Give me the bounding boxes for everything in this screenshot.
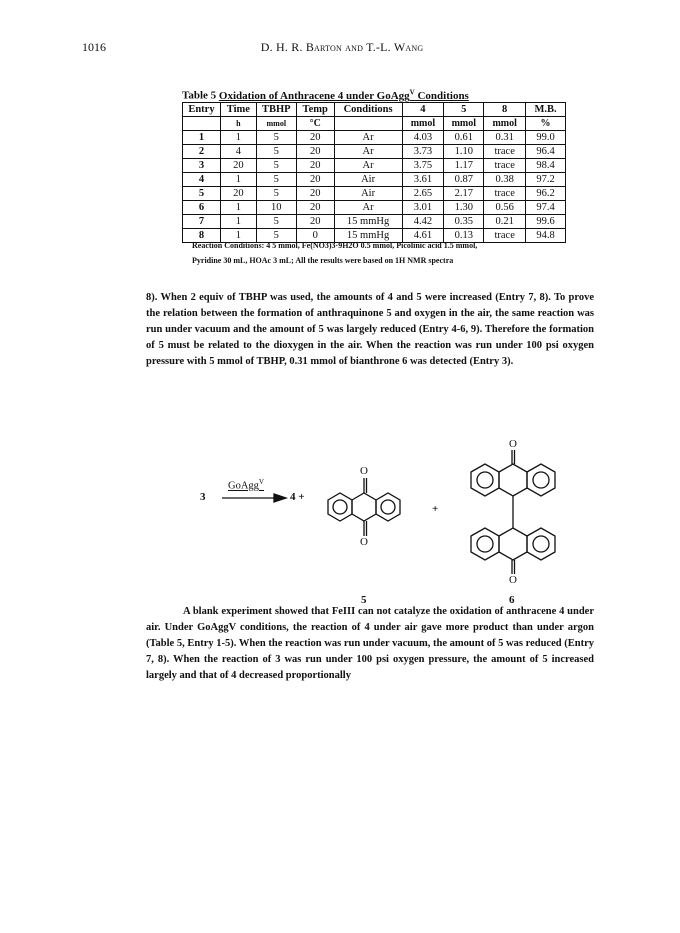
product-4-label: 4 + (290, 491, 305, 503)
table-row (183, 159, 566, 173)
table-cell: trace (484, 229, 526, 243)
table-cell: 5 (183, 187, 221, 201)
compound-6-label: 6 (509, 594, 515, 606)
table-cell: 94.8 (526, 229, 566, 243)
paragraph-2: A blank experiment showed that FeIII can not catalyze the oxidation of anthracene 4 under air. Under GoAggV conditions, the reaction of 4 under air gave more product than under argon (Table 5, Entry 1-5). When the reaction was run under vacuum, the amount of 5 was reduced (Entry 7, 8). When the reaction of 3 was run under 100 psi oxygen pressure, the amount of 5 increased largely and that of 4 decreased proportionally (146, 606, 594, 681)
column-header: 5 (444, 103, 484, 117)
table-cell: 4 (183, 173, 221, 187)
table-cell: 0.38 (484, 173, 526, 187)
bianthrone-structure (471, 450, 555, 574)
plus-sign: + (432, 503, 439, 515)
table-cell: 8 (183, 229, 221, 243)
table-cell: 5 (256, 159, 296, 173)
table-cell: 20 (296, 173, 334, 187)
table-row (183, 187, 566, 201)
table-cell: 2.17 (444, 187, 484, 201)
column-header: 4 (402, 103, 444, 117)
table-cell: 0.13 (444, 229, 484, 243)
table-cell: 0.56 (484, 201, 526, 215)
table-cell: trace (484, 187, 526, 201)
column-header: TBHP (256, 103, 296, 117)
table-cell: 1.10 (444, 145, 484, 159)
column-header: Time (220, 103, 256, 117)
table-cell: 1 (220, 215, 256, 229)
reagent-label: GoAgg$^V$ (228, 478, 264, 492)
unit-cell: mmol (484, 117, 526, 131)
table-cell: 15 mmHg (334, 229, 402, 243)
table-cell: 1.17 (444, 159, 484, 173)
column-header: Entry (183, 103, 221, 117)
running-title: D. H. R. Barton and T.-L. Wang (260, 40, 424, 54)
table-header-row (183, 103, 566, 117)
table-cell: 97.4 (526, 201, 566, 215)
table-cell: 3.01 (402, 201, 444, 215)
table-cell: 5 (256, 215, 296, 229)
table-row (183, 173, 566, 187)
unit-cell (334, 117, 402, 131)
table-title-text: Oxidation of Anthracene 4 under GoAgg (218, 89, 410, 102)
anthraquinone-structure (328, 478, 400, 536)
unit-cell: mmol (402, 117, 444, 131)
table-label: Table 5 (182, 89, 217, 102)
table-cell: 20 (296, 201, 334, 215)
table-cell: Ar (334, 131, 402, 145)
table-cell: 5 (256, 145, 296, 159)
table-footnote-2: Pyridine 30 mL, HOAc 3 mL; All the results were based on 1H NMR spectra (192, 256, 454, 265)
table-cell: 0.35 (444, 215, 484, 229)
oxygen-label: O (360, 536, 368, 548)
table-row (183, 215, 566, 229)
unit-cell: mmol (444, 117, 484, 131)
table-cell: 0.21 (484, 215, 526, 229)
table-cell: 1 (183, 131, 221, 145)
table-cell: 1.30 (444, 201, 484, 215)
unit-cell (183, 117, 221, 131)
table-cell: 4.61 (402, 229, 444, 243)
unit-cell: % (526, 117, 566, 131)
table-cell: 3 (183, 159, 221, 173)
unit-cell: °C (296, 117, 334, 131)
table-cell: 20 (220, 159, 256, 173)
table-cell: 20 (296, 131, 334, 145)
table-cell: 3.61 (402, 173, 444, 187)
page-number: 1016 (82, 40, 106, 54)
unit-cell: mmol (256, 117, 296, 131)
table-cell: 96.4 (526, 145, 566, 159)
table-footnote-1: Reaction Conditions: 4 5 mmol, Fe(NO3)3·9H2O 0.5 mmol, Picolinic acid 1.5 mmol, (192, 241, 478, 250)
table-cell: 20 (296, 159, 334, 173)
table-cell: 5 (256, 173, 296, 187)
table-cell: Ar (334, 201, 402, 215)
table-cell: Ar (334, 159, 402, 173)
table-cell: 6 (183, 201, 221, 215)
table-cell: 1 (220, 173, 256, 187)
table-title (182, 88, 469, 102)
table-cell: 5 (256, 187, 296, 201)
table-title-sup: V (409, 88, 415, 96)
table-units-row (183, 117, 566, 131)
table-cell: 2 (183, 145, 221, 159)
table-cell: 2.65 (402, 187, 444, 201)
table-row (183, 201, 566, 215)
table-cell: 0.61 (444, 131, 484, 145)
arrow-head (274, 494, 286, 502)
table-cell: 10 (256, 201, 296, 215)
table-cell: 4.03 (402, 131, 444, 145)
table-cell: 0.87 (444, 173, 484, 187)
column-header: 8 (484, 103, 526, 117)
table-cell: 99.6 (526, 215, 566, 229)
table-cell: 7 (183, 215, 221, 229)
oxygen-label: O (509, 574, 517, 586)
unit-cell: h (220, 117, 256, 131)
compound-5-label: 5 (361, 594, 367, 606)
paragraph-1: 8). When 2 equiv of TBHP was used, the amounts of 4 and 5 were increased (Entry 7, 8). To prove the relation between the formation of anthraquinone 5 and oxygen in the air, the same reaction was run under vacuum and the amount of 5 was largely reduced (Entry 4-6, 9). Therefore the formation of 5 must be related to the dioxygen in the air. When the reaction was run under 100 psi oxygen pressure with 5 mmol of TBHP, 0.31 mmol of bianthrone 6 was detected (Entry 3). (146, 292, 594, 367)
table-cell: Air (334, 173, 402, 187)
table-cell: 15 mmHg (334, 215, 402, 229)
table-cell: 5 (256, 229, 296, 243)
table-cell: trace (484, 159, 526, 173)
table-cell: 3.75 (402, 159, 444, 173)
table-cell: 97.2 (526, 173, 566, 187)
table-cell: 99.0 (526, 131, 566, 145)
table-cell: 98.4 (526, 159, 566, 173)
table-cell: 1 (220, 131, 256, 145)
table-cell: 1 (220, 229, 256, 243)
table-cell: 20 (296, 187, 334, 201)
table-cell: 4 (220, 145, 256, 159)
table-cell: 20 (296, 145, 334, 159)
table-cell: Ar (334, 145, 402, 159)
table-cell: 20 (220, 187, 256, 201)
oxygen-label: O (509, 438, 517, 450)
data-table (182, 102, 566, 243)
scheme-drawing (150, 438, 590, 618)
page-header (82, 40, 602, 56)
table-body (183, 131, 566, 243)
table-row (183, 131, 566, 145)
column-header: M.B. (526, 103, 566, 117)
table-cell: 20 (296, 215, 334, 229)
column-header: Conditions (334, 103, 402, 117)
table-cell: 1 (220, 201, 256, 215)
table-cell: 96.2 (526, 187, 566, 201)
table-cell: 0.31 (484, 131, 526, 145)
table-title-tail: Conditions (414, 89, 469, 102)
table-row (183, 145, 566, 159)
reactant-label: 3 (200, 491, 206, 503)
table-cell: 5 (256, 131, 296, 145)
reaction-scheme (150, 438, 590, 618)
column-header: Temp (296, 103, 334, 117)
table-cell: 3.73 (402, 145, 444, 159)
table-cell: 4.42 (402, 215, 444, 229)
table-cell: Air (334, 187, 402, 201)
oxygen-label: O (360, 465, 368, 477)
table-cell: trace (484, 145, 526, 159)
table-cell: 0 (296, 229, 334, 243)
